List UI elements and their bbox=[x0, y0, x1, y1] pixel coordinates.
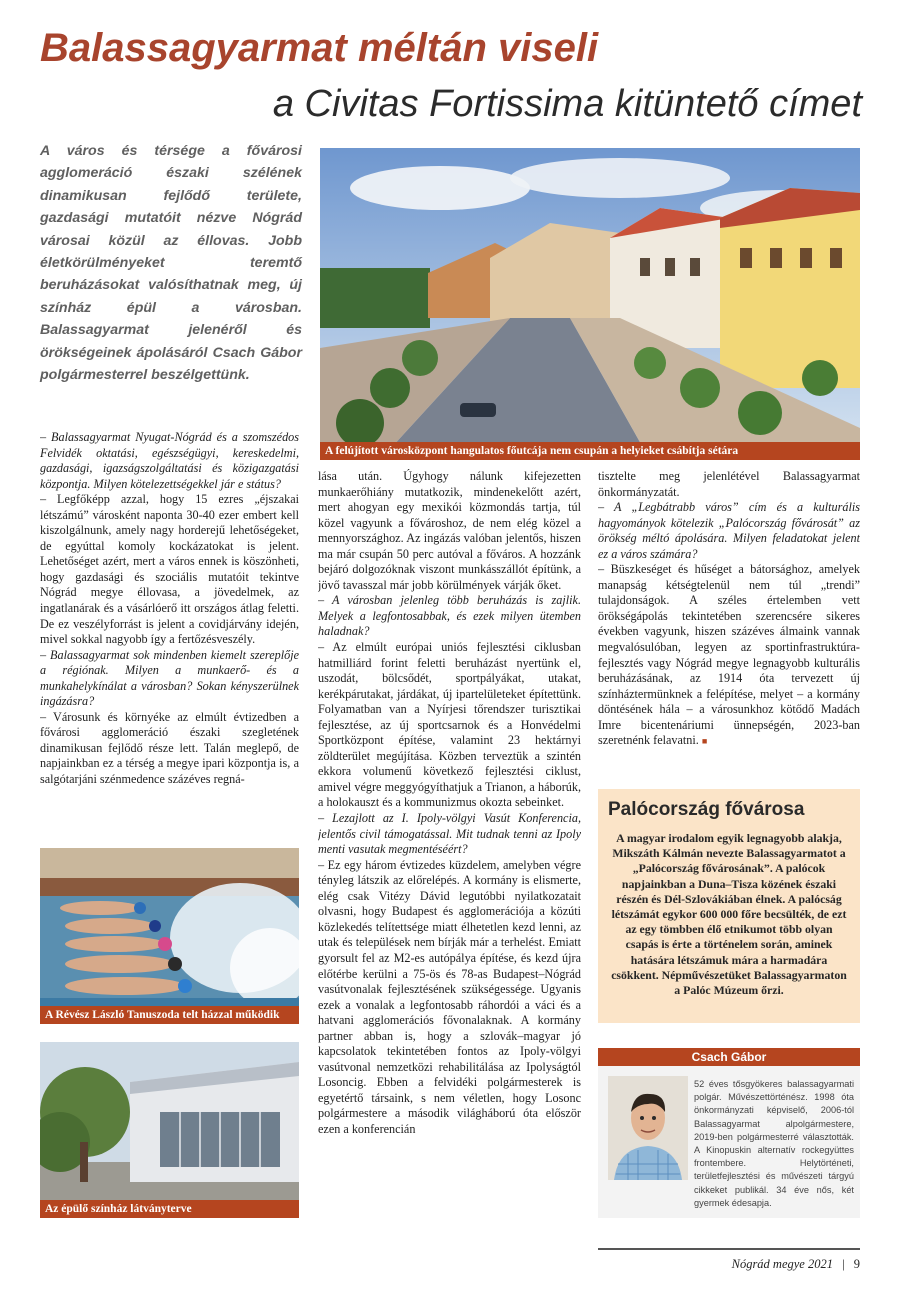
question-paragraph: – A „Legbátrabb város” cím és a kulturális hagyományok kötelezik „Palócország fővárosát” az örökség méltó ápolására. Milyen feladatokat jelent ez a város számára? bbox=[598, 500, 860, 561]
swimmers-image bbox=[40, 848, 299, 1024]
question-paragraph: – A városban jelenleg több beruházás is zajlik. Melyek a legfontosabbak, és ezek milyen ütemben haladnak? bbox=[318, 593, 581, 639]
article-lead: A város és térsége a fővárosi agglomeráció északi szélének dinamikusan fejlődő területe, gazdasági mutatóit nézve Nógrád városai közül az éllovas. Jobb életkörülményeket teremtő beruházásokat valósíthatnak meg, új színház épül a városban. Balassagyarmat jelenéről és örökségeinek ápolásáról Csach Gábor polgármesterrel beszélgettünk. bbox=[40, 143, 302, 384]
theater-building-image bbox=[40, 1042, 299, 1218]
answer-paragraph: – Városunk és környéke az elmúlt évtizedben a fővárosi agglomeráció északi szegletének dinamikusan fejlődő része lett. Talán meglepő, de napjainkban ez a térség a megye ipari központja is, a salgótarjáni szénmedence százéves regná- bbox=[40, 709, 299, 787]
magazine-name: Nógrád megye 2021 bbox=[731, 1257, 833, 1271]
footer-rule bbox=[598, 1248, 860, 1250]
article-title-line2: a Civitas Fortissima kitüntető címet bbox=[272, 83, 862, 125]
final-answer-text: – Büszkeséget és hűséget a bátorsághoz, amelyek manapság kétségtelenül nem túl „trendi” tulajdonságok. A széles értelemben vett örökségápolás tekintetében szerencsére sikeres években vagyunk, hiszen százéves álmaink vannak megvalósulóban, legyen az sportinfrastruktúra-fejlesztés vagy Nógrád megye legnagyobb kulturális beruházásának, az 1914 óta tervezett új színháztermünknek a felépítése, melyet – a kormány döntésének hála – a városunkhoz kötődő Madách Imre bicentenáriumi ünnepségén, 2023-ban szeretnénk felavatni. bbox=[598, 562, 860, 748]
bio-name: Csach Gábor bbox=[598, 1048, 860, 1066]
swimming-pool-photo bbox=[40, 848, 299, 1024]
article-column-3 bbox=[598, 469, 860, 773]
answer-paragraph bbox=[598, 562, 860, 750]
swimming-caption: A Révész László Tanuszoda telt házzal működik bbox=[40, 1006, 299, 1024]
answer-paragraph: lása után. Úgyhogy nálunk kifejezetten munkaerőhiány mutatkozik, mindenekelőtt azért, mert ahogyan egy mexikói közmondás tartja, túl közel vagyunk a fővároshoz, de nem elég közel a mennyországhoz. Az ingázás valóban jelentős, hiszen ma már csupán 50 perc autóval a főváros. A hozzánk bejáró dolgozóknak viszont munkásszállót építünk, a jövő tavasszal már jobb körülmények várják őket. bbox=[318, 469, 581, 592]
footer-separator: | bbox=[842, 1257, 845, 1271]
sidebar-box bbox=[598, 789, 860, 1023]
question-paragraph: – Balassagyarmat sok mindenben kiemelt szereplője a régiónak. Milyen a munkaerő- és a munkahelykínálat a városban? Sokan kényszerülnek ingázásra? bbox=[40, 647, 299, 709]
theater-caption: Az épülő színház látványterve bbox=[40, 1200, 299, 1218]
article-column-2 bbox=[318, 469, 581, 1237]
portrait-photo bbox=[608, 1076, 688, 1180]
answer-paragraph: – Ez egy három évtizedes küzdelem, amelyben végre tényleg látszik az előrelépés. A kormány is elismerte, elég csak Vitézy Dávid legutóbbi nyilatkozatait olvasni, hogy Budapest és agglomerációja a közúti közlekedés telítettsége miatt élhetetlen kezd lenni, az utak és települések nem bírják már a terhelést. Emiatt gyorsult fel az M2-es autópálya építése, és kezd újra előtérbe kerülni a 75-ös és 78-as Budapest–Nógrád vasútvonalak fejlesztésének szükségessége. Ugyanis ezek a vonalak a legfontosabb ráhordói a váci és a hatvani agglomerációs fővonalaknak. A kormány partner abban is, hogy a szlovák–magyar jó kapcsolatok tekintetében fontos az Ipoly-völgyi vasútvonal nemzetközi rehabilitálása az Ipolyságtól Losoncig. Ebben a felvidéki polgármesterek is egyetértő társaink, s nem véletlen, hogy Losonc polgármestere a második világháború óta először ezen a konferencián bbox=[318, 857, 581, 1136]
main-street-photo bbox=[320, 148, 860, 460]
article-title-line1: Balassagyarmat méltán viseli bbox=[40, 26, 599, 70]
question-paragraph: – Balassagyarmat Nyugat-Nógrád és a szomszédos Felvidék oktatási, egészségügyi, kereskedelmi, gazdasági, igazságszolgáltatási és közigazgatási központja. Milyen kötelezettségekkel jár e státus? bbox=[40, 430, 299, 491]
answer-paragraph: tisztelte meg jelenlétével Balassagyarmat önkormányzatát. bbox=[598, 469, 860, 499]
question-paragraph: – Lezajlott az I. Ipoly-völgyi Vasút Konferencia, jelentős civil támogatással. Mit tudnak tenni az Ipoly menti vasutak megmentéséért? bbox=[318, 811, 581, 857]
page-number: 9 bbox=[853, 1257, 860, 1271]
page-footer bbox=[598, 1257, 860, 1272]
sidebar-text: A magyar irodalom egyik legnagyobb alakja, Mikszáth Kálmán nevezte Balassagyarmatot a „Palócország fővárosának”. A palócok napjainkban a Duna–Tisza közének északi részén és Dél-Szlovákiában élnek. A palócság létszámát egykor 600 000 főre becsülték, de ezt az egy tömbben élő etnikumot több olyan csapás is érte a történelem során, aminek hatására létszámuk mára a harmadára csökkent. Népművészetüket Balassagyarmaton a Palóc Múzeum őrzi. bbox=[611, 831, 847, 998]
main-photo-caption: A felújított városközpont hangulatos főutcája nem csupán a helyieket csábítja sétára bbox=[320, 442, 860, 460]
street-scene-image bbox=[320, 148, 860, 460]
answer-paragraph: – Az elmúlt európai uniós fejlesztési ciklusban hatmilliárd forint feletti beruházást nyertünk el, uszodát, bölcsődét, sportpályákat, utakat, kerékpárutakat, járdákat, új ipartelületeket építettünk. Folyamatban van a Nyírjesi tőrendszer turisztikai fejlesztése, az új sportcsarnok és a Honvédelmi Sportközpont építése, valamint 23 hektárnyi zöldterület megújítása. Közben terveztük a szintén ekkora volumenű következő fejlesztési ciklust, amivel végre meggyógyíthatjuk a Trianon, a háborúk, a holokauszt és a kommunizmus okozta sebeinket. bbox=[318, 640, 581, 810]
bio-box bbox=[598, 1048, 860, 1218]
bio-text: 52 éves tősgyökeres balassagyarmati polgár. Művészettörténész. 1998 óta önkormányzati képviselő, 2006-tól Balassagyarmat alpolgármestere, 2019-ben polgármesterré választották. A Kinopuskin alternatív rockegyüttes frontembere. Helytörténeti, területfejlesztési és művészeti tárgyú cikkeket publikál. 34 éve nős, két gyermek édesapja. bbox=[694, 1079, 854, 1208]
theater-rendering-photo bbox=[40, 1042, 299, 1218]
answer-paragraph: – Legfőképp azzal, hogy 15 ezres „éjszakai létszámú” városként naponta 30-40 ezer embert kell kiszolgálnunk, amely nagy horderejű lehetőségeket, de egyúttal komoly kockázatokat is jelent. Lehetőséget azért, mert a város ennek is köszönheti, hogy gazdasági és szociális mutatóit tekintve Nógrád megye éllovasa, a jövedelmek, az ingatlanárak és a vásárlóerő itt országos átlag feletti. De ez veszélyforrást is jelent a covidjárvány idején, mivel sokkal nagyobb így a fertőzésveszély. bbox=[40, 492, 299, 647]
sidebar-title: Palócország fővárosa bbox=[608, 799, 805, 820]
end-mark-icon: ■ bbox=[701, 736, 708, 747]
article-column-1 bbox=[40, 430, 299, 840]
